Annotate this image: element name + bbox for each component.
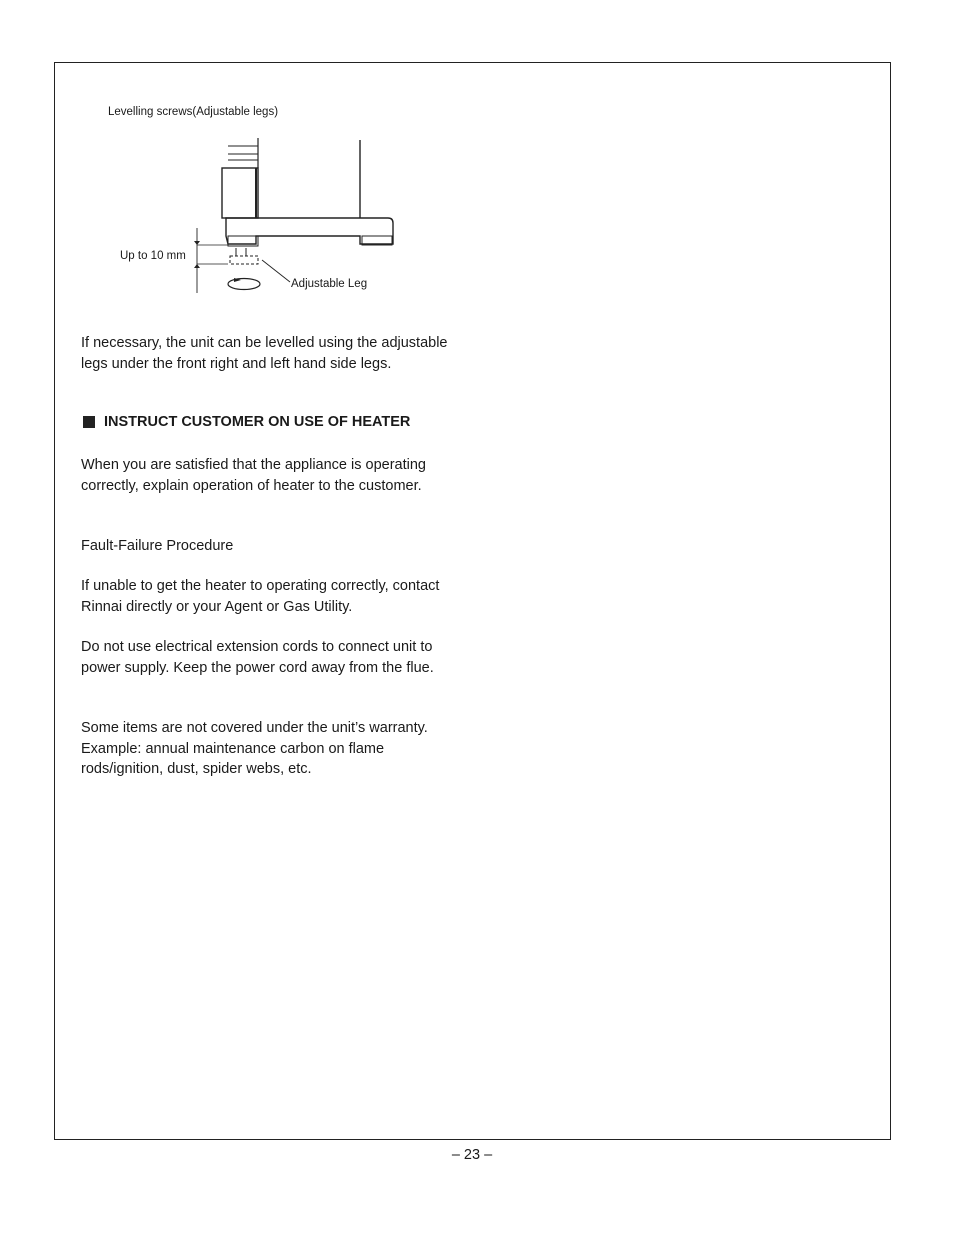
paragraph-warranty: Some items are not covered under the unit’s warranty. Example: annual maintenance carbon on flame rods/ignition, dust, spider webs, etc. [81, 720, 428, 777]
page-number: – 23 – [451, 1147, 493, 1163]
height-label: Up to 10 mm [120, 250, 186, 262]
section-heading [83, 414, 410, 430]
paragraph-satisfied: When you are satisfied that the appliance is operating correctly, explain operation of heater to the customer. [81, 457, 426, 494]
section-heading-text: INSTRUCT CUSTOMER ON USE OF HEATER [104, 414, 411, 430]
paragraph-unable: If unable to get the heater to operating correctly, contact Rinnai directly or your Agent or Gas Utility. [81, 578, 440, 615]
adjustable-leg-label: Adjustable Leg [291, 278, 368, 290]
bullet-square-icon [83, 416, 95, 428]
paragraph-extension: Do not use electrical extension cords to connect unit to power supply. Keep the power cord away from the flue. [81, 639, 434, 676]
levelling-leg-diagram [110, 130, 410, 300]
diagram-title: Levelling screws(Adjustable legs) [108, 106, 279, 118]
paragraph-levelling: If necessary, the unit can be levelled using the adjustable legs under the front right and left hand side legs. [81, 335, 448, 372]
paragraph-fault-title: Fault-Failure Procedure [81, 538, 234, 554]
